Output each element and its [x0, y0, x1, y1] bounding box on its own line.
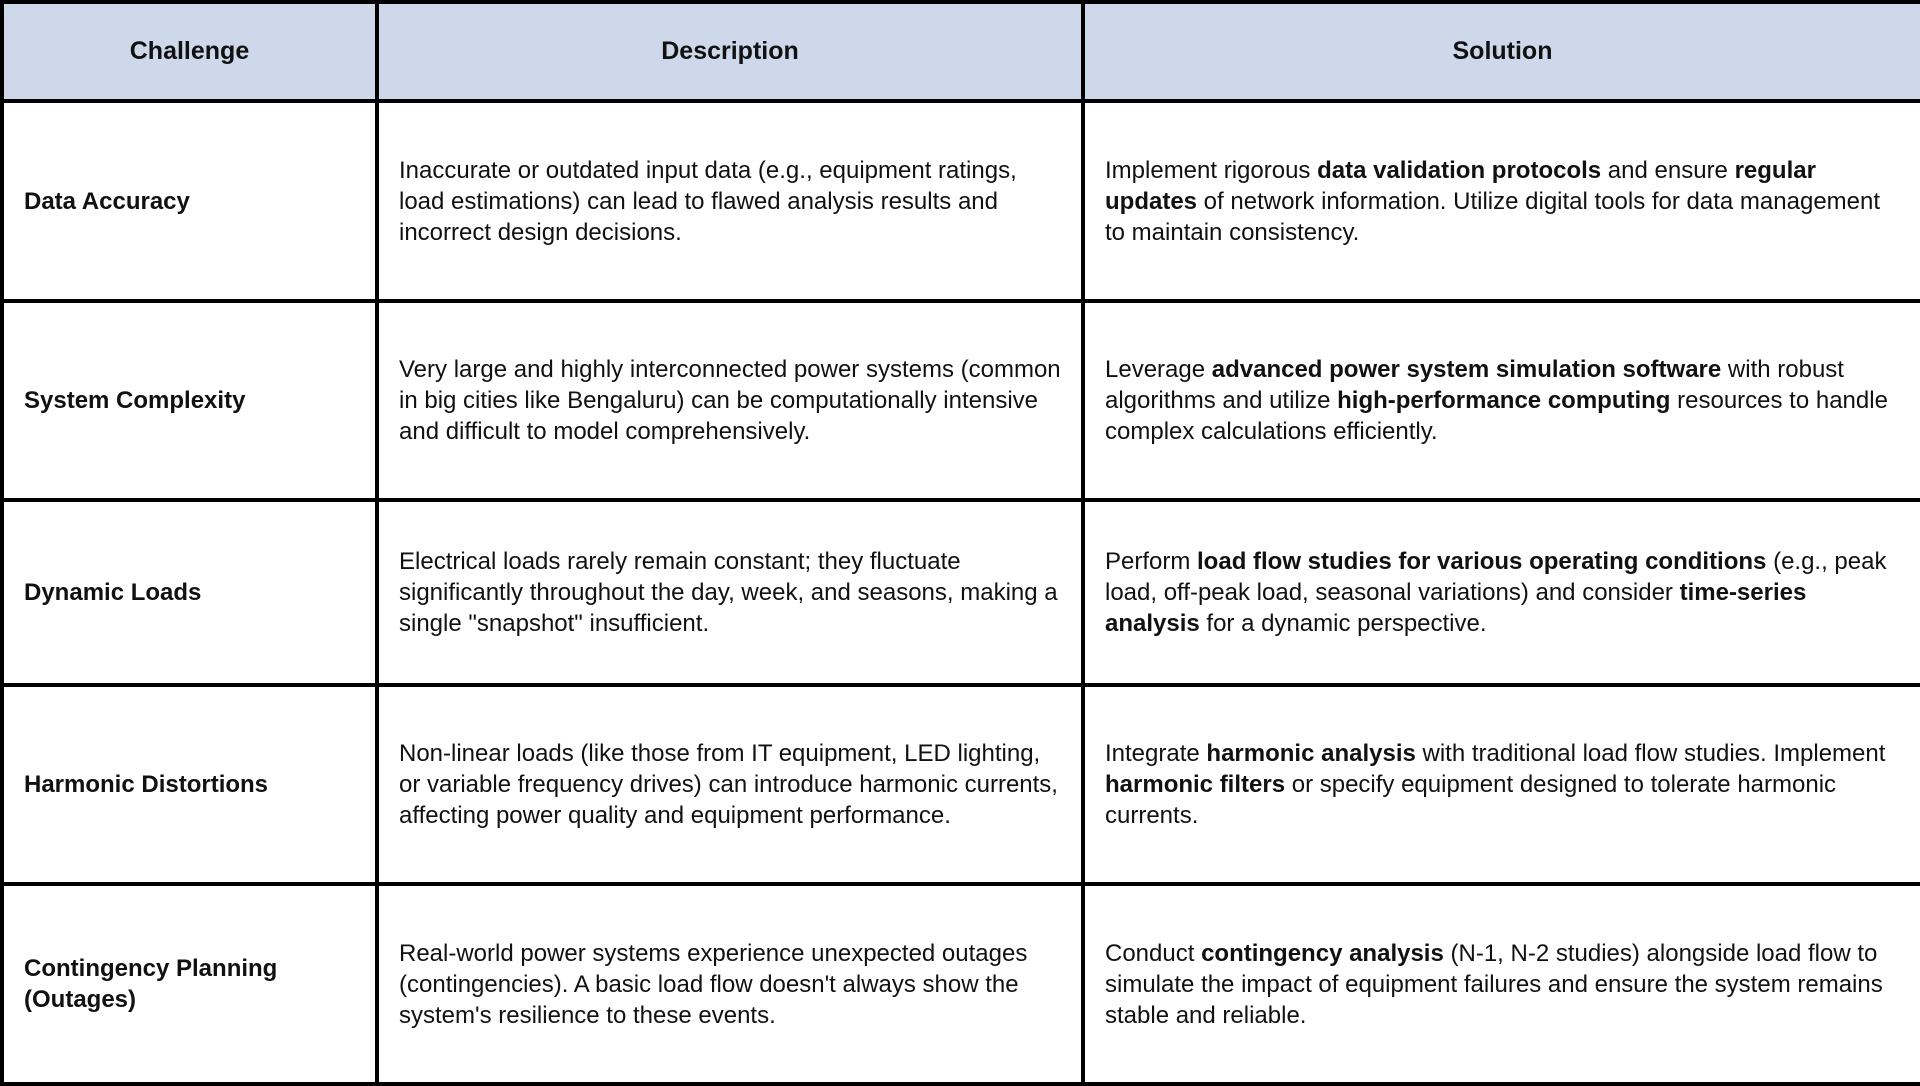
- header-description: Description: [377, 2, 1083, 101]
- solution-text: Implement rigorous: [1105, 156, 1318, 184]
- emphasis-text: load flow studies for various operating conditions: [1197, 548, 1767, 575]
- description-cell: Electrical loads rarely remain constant; they fluctuate significantly throughout the day, week, and seasons, making a single "snapshot" insufficient.: [377, 500, 1083, 685]
- header-solution: Solution: [1083, 2, 1920, 101]
- emphasis-text: time-series analysis: [1105, 579, 1807, 637]
- solution-text: resources to handle complex calculations efficiently.: [1105, 387, 1888, 445]
- solution-cell: [1083, 301, 1920, 500]
- table-row: [2, 884, 1920, 1084]
- header-challenge: Challenge: [2, 2, 377, 101]
- emphasis-text: harmonic analysis: [1206, 740, 1416, 767]
- solution-text: and ensure: [1601, 156, 1735, 184]
- header-row: [2, 2, 1920, 101]
- solution-cell: [1083, 101, 1920, 301]
- emphasis-text: high-performance computing: [1337, 387, 1671, 414]
- solution-cell: [1083, 500, 1920, 685]
- solution-cell: [1083, 685, 1920, 884]
- solution-text: with robust algorithms and utilize: [1105, 356, 1844, 414]
- solution-text: Integrate: [1105, 740, 1207, 767]
- emphasis-text: advanced power system simulation software: [1211, 356, 1722, 383]
- challenge-cell: Data Accuracy: [2, 101, 377, 301]
- challenge-cell: System Complexity: [2, 301, 377, 500]
- description-cell: Non-linear loads (like those from IT equipment, LED lighting, or variable frequency drives) can introduce harmonic currents, affecting power quality and equipment performance.: [377, 685, 1083, 884]
- table-row: [2, 301, 1920, 500]
- table-row: [2, 685, 1920, 884]
- solution-text: with traditional load flow studies. Implement: [1415, 740, 1886, 767]
- solution-cell: [1083, 884, 1920, 1084]
- solution-text: for a dynamic perspective.: [1199, 610, 1487, 637]
- emphasis-text: harmonic filters: [1105, 771, 1286, 798]
- solution-text: Conduct: [1105, 939, 1202, 967]
- challenge-cell: Harmonic Distortions: [2, 685, 377, 884]
- table-row: [2, 500, 1920, 685]
- description-cell: Inaccurate or outdated input data (e.g., equipment ratings, load estimations) can lead to flawed analysis results and incorrect design decisions.: [377, 101, 1083, 301]
- emphasis-text: contingency analysis: [1201, 939, 1444, 967]
- solution-text: Leverage: [1105, 356, 1212, 383]
- solution-text: or specify equipment designed to tolerate harmonic currents.: [1105, 771, 1837, 829]
- solution-text: of network information. Utilize digital tools for data management to maintain consistency.: [1105, 187, 1881, 246]
- solution-text: (N-1, N-2 studies) alongside load flow to simulate the impact of equipment failures and ensure the system remains stable and reliable.: [1105, 939, 1883, 1029]
- emphasis-text: regular updates: [1105, 156, 1816, 215]
- table-row: [2, 101, 1920, 301]
- challenge-cell: Contingency Planning (Outages): [2, 884, 377, 1084]
- emphasis-text: data validation protocols: [1317, 156, 1602, 184]
- description-cell: Very large and highly interconnected power systems (common in big cities like Bengaluru) can be computationally intensive and difficult to model comprehensively.: [377, 301, 1083, 500]
- solution-text: Perform: [1105, 548, 1198, 575]
- description-cell: Real-world power systems experience unexpected outages (contingencies). A basic load flow doesn't always show the system's resilience to these events.: [377, 884, 1083, 1084]
- challenge-cell: Dynamic Loads: [2, 500, 377, 685]
- solution-text: (e.g., peak load, off-peak load, seasonal variations) and consider: [1105, 548, 1887, 606]
